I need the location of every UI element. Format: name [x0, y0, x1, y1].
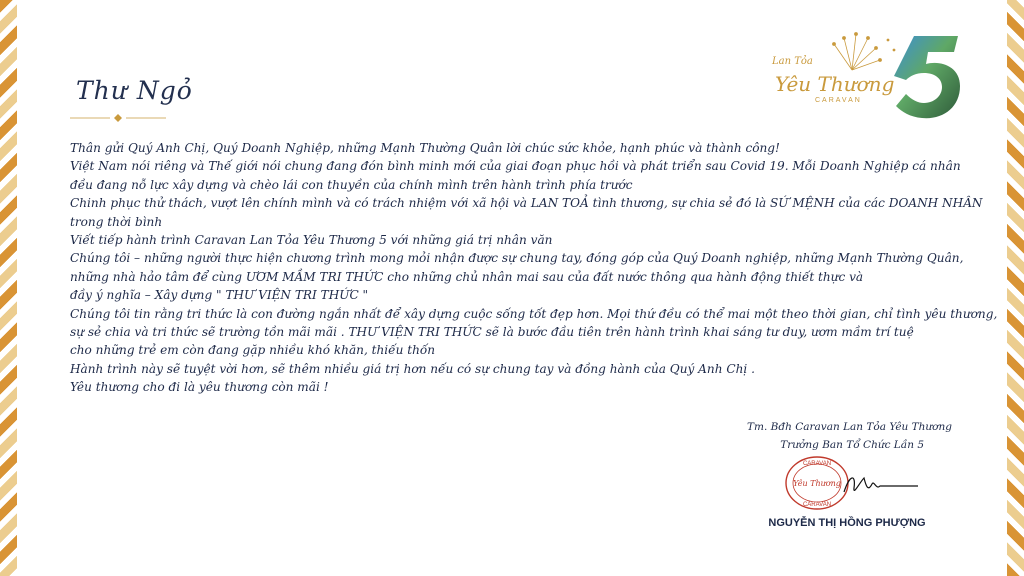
ornament-divider: [70, 112, 166, 124]
letter-line: những nhà hảo tâm để cùng ƯƠM MẦM TRI THỨC cho những chủ nhân mai sau của đất nước thông qua hành động thiết thực và: [70, 269, 864, 284]
letter-line: Chinh phục thử thách, vượt lên chính mình và có trách nhiệm với xã hội và LAN TOẢ tình thương, sự chia sẻ đó là SỨ MỆNH của các DOANH NHÂN: [70, 196, 983, 211]
letter-line: sự sẻ chia và tri thức sẽ trường tồn mãi mãi . THƯ VIỆN TRI THỨC sẽ là bước đầu tiên trên hành trình khai sáng tư duy, ươm mầm trí tuệ: [70, 325, 914, 340]
letter-body: [70, 139, 998, 397]
signature-title-line: Trưởng Ban Tổ Chức Lần 5: [780, 439, 924, 451]
letter-line: Chúng tôi tin rằng tri thức là con đường ngắn nhất để xây dựng cuộc sống tốt đẹp hơn. Mọi thứ đều có thể mai một theo thời gian, chỉ tình yêu thương,: [70, 306, 998, 321]
letter-line: đầy ý nghĩa – Xây dựng " THƯ VIỆN TRI THỨC ": [70, 288, 369, 303]
number-five-icon: [894, 36, 960, 118]
logo-line2: Yêu Thương: [775, 72, 895, 96]
letter-line: Yêu thương cho đi là yêu thương còn mãi !: [70, 380, 329, 395]
letter-line: Việt Nam nói riêng và Thế giới nói chung đang đón bình minh mới của giai đoạn phục hồi và phát triển sau Covid 19. Mỗi Doanh Nghiệp cá nhân: [70, 159, 961, 174]
signature-org-line: Tm. Bđh Caravan Lan Tỏa Yêu Thương: [747, 421, 952, 433]
letter-line: Hành trình này sẽ tuyệt vời hơn, sẽ thêm nhiều giá trị hơn nếu có sự chung tay và đồng hành của Quý Anh Chị .: [70, 361, 755, 376]
letter-line: Thân gửi Quý Anh Chị, Quý Doanh Nghiệp, những Mạnh Thường Quân lời chúc sức khỏe, hạnh phúc và thành công!: [70, 141, 780, 155]
stamp-top-text: CARAVAN: [802, 461, 832, 467]
letter-line: Chúng tôi – những người thực hiện chương trình mong mỏi nhận được sự chung tay, đóng góp của Quý Doanh nghiệp, những Mạnh Thường Quân,: [70, 251, 964, 266]
letter-heading: Thư Ngỏ: [76, 76, 193, 105]
logo-line1: Lan Tỏa: [772, 56, 813, 67]
letter-line: cho những trẻ em còn đang gặp nhiều khó khăn, thiếu thốn: [70, 343, 436, 358]
handwritten-signature: [840, 470, 920, 500]
decorative-border-left: [0, 0, 17, 576]
signatory-name: NGUYỄN THỊ HỒNG PHƯỢNG: [768, 517, 926, 529]
letter-line: trong thời bình: [70, 214, 163, 229]
stamp-middle-text: Yêu Thương: [793, 479, 841, 488]
logo-line3: CARAVAN: [815, 97, 862, 104]
letter-line: Viết tiếp hành trình Caravan Lan Tỏa Yêu Thương 5 với những giá trị nhân văn: [70, 233, 553, 248]
decorative-border-right: [1007, 0, 1024, 576]
stamp-bottom-text: CARAVAN: [802, 502, 832, 508]
letter-line: đều đang nỗ lực xây dựng và chèo lái con thuyền của chính mình trên hành trình phía trước: [70, 177, 633, 192]
